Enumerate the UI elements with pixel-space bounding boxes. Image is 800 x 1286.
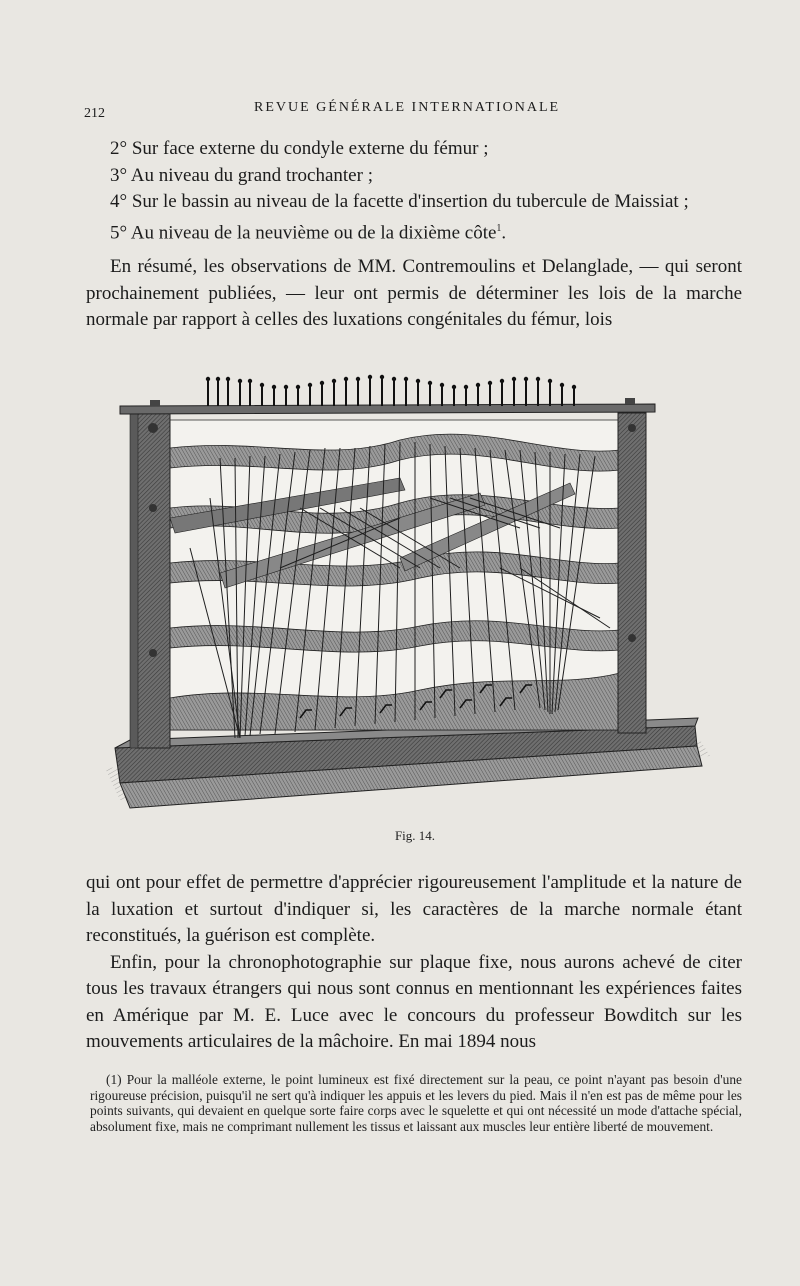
footnote xyxy=(90,1072,742,1134)
list-item-5 xyxy=(86,216,742,247)
list-item-2: 2° Sur face externe du condyle externe du fémur ; xyxy=(110,138,489,159)
figure-caption: Fig. 14. xyxy=(394,828,436,843)
footnote-ref: 1 xyxy=(496,222,502,234)
page-number: 212 xyxy=(84,106,105,121)
running-header xyxy=(84,100,744,124)
summary-paragraph: En résumé, les observations de MM. Contremoulins et Delanglade, — qui seront prochainement publiées, — leur ont permis de déterminer les lois de la marche normale par rapport à celles des luxations congénitales du fémur, lois xyxy=(86,256,742,331)
list-item-5-end: . xyxy=(501,221,507,243)
continuation-paragraph: qui ont pour effet de permettre d'apprécier rigoureusement l'amplitude et la nature de la luxation et surtout d'indiquer si, les caractères de la marche normale étant reconstitués, la guérison est complète. xyxy=(86,872,742,946)
running-title: REVUE GÉNÉRALE INTERNATIONALE xyxy=(254,100,561,115)
figure-apparatus-engraving xyxy=(100,368,710,828)
list-item-5-text: 5° Au niveau de la neuvième ou de la dixième côte xyxy=(110,221,497,243)
bottom-text-block xyxy=(86,870,742,1056)
closing-paragraph: Enfin, pour la chronophotographie sur plaque fixe, nous aurons achevé de citer tous les travaux étrangers qui nous sont connus en mentionnant les expériences faites en Amérique par M. E. Luce avec le concours du professeur Bowditch sur les mouvements articulaires de la mâchoire. En mai 1894 nous xyxy=(86,951,742,1052)
list-item-3: 3° Au niveau du grand trochanter ; xyxy=(110,164,373,186)
top-text-block xyxy=(86,136,742,334)
apparatus-illustration xyxy=(100,368,710,828)
footnote-text: (1) Pour la malléole externe, le point lumineux est fixé directement sur la peau, ce point n'ayant pas besoin d'une rigoureuse précision, puisqu'il ne sert qu'à indiquer les appuis et les levers du pied. Mais il n'en est pas de même pour les points suivants, qui devaient en quelque sorte faire corps avec le squelette et qui ont nécessité un mode d'attache spécial, absolument fixe, mais ne comprimant nullement les tissus et laissant aux muscles leur entière liberté de mouvement. xyxy=(90,1072,742,1134)
list-item-4: 4° Sur le bassin au niveau de la facette d'insertion du tubercule de Maissiat ; xyxy=(110,191,689,212)
